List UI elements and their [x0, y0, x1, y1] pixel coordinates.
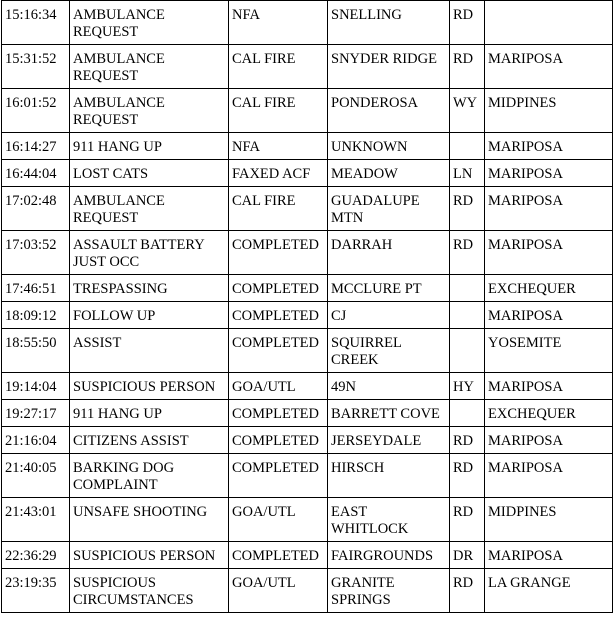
time-cell: 16:01:52	[2, 89, 70, 133]
city-cell: MARIPOSA	[485, 302, 613, 329]
disposition-cell: GOA/UTL	[229, 498, 328, 542]
street-suffix-cell: RD	[450, 187, 485, 231]
street-cell: GUADALUPE MTN	[328, 187, 450, 231]
time-cell: 19:14:04	[2, 373, 70, 400]
city-cell: MARIPOSA	[485, 542, 613, 569]
city-cell: MARIPOSA	[485, 427, 613, 454]
table-row	[2, 498, 613, 542]
time-cell: 16:14:27	[2, 133, 70, 160]
call-type-cell: 911 HANG UP	[70, 133, 229, 160]
city-cell: YOSEMITE	[485, 329, 613, 373]
street-cell: BARRETT COVE	[328, 400, 450, 427]
street-suffix-cell: RD	[450, 45, 485, 89]
table-row	[2, 187, 613, 231]
call-type-cell: CITIZENS ASSIST	[70, 427, 229, 454]
street-cell: UNKNOWN	[328, 133, 450, 160]
table-row	[2, 302, 613, 329]
table-row	[2, 569, 613, 613]
street-cell: 49N	[328, 373, 450, 400]
disposition-cell: COMPLETED	[229, 275, 328, 302]
city-cell: MARIPOSA	[485, 45, 613, 89]
street-suffix-cell: RD	[450, 454, 485, 498]
table-row	[2, 542, 613, 569]
table-row	[2, 427, 613, 454]
time-cell: 17:03:52	[2, 231, 70, 275]
city-cell	[485, 1, 613, 45]
time-cell: 17:46:51	[2, 275, 70, 302]
city-cell: MARIPOSA	[485, 231, 613, 275]
city-cell: MARIPOSA	[485, 160, 613, 187]
disposition-cell: COMPLETED	[229, 427, 328, 454]
call-log-table	[1, 0, 613, 613]
call-type-cell: BARKING DOG COMPLAINT	[70, 454, 229, 498]
call-type-cell: SUSPICIOUS PERSON	[70, 373, 229, 400]
time-cell: 17:02:48	[2, 187, 70, 231]
city-cell: MARIPOSA	[485, 187, 613, 231]
street-suffix-cell	[450, 302, 485, 329]
city-cell: MIDPINES	[485, 89, 613, 133]
disposition-cell: COMPLETED	[229, 400, 328, 427]
street-cell: FAIRGROUNDS	[328, 542, 450, 569]
disposition-cell: FAXED ACF	[229, 160, 328, 187]
disposition-cell: GOA/UTL	[229, 569, 328, 613]
time-cell: 15:31:52	[2, 45, 70, 89]
call-type-cell: AMBULANCE REQUEST	[70, 45, 229, 89]
street-cell: SQUIRREL CREEK	[328, 329, 450, 373]
street-suffix-cell: RD	[450, 231, 485, 275]
street-cell: GRANITE SPRINGS	[328, 569, 450, 613]
table-row	[2, 89, 613, 133]
call-type-cell: SUSPICIOUS PERSON	[70, 542, 229, 569]
street-cell: JERSEYDALE	[328, 427, 450, 454]
street-suffix-cell: LN	[450, 160, 485, 187]
call-type-cell: LOST CATS	[70, 160, 229, 187]
street-suffix-cell: HY	[450, 373, 485, 400]
street-suffix-cell	[450, 275, 485, 302]
call-type-cell: TRESPASSING	[70, 275, 229, 302]
disposition-cell: CAL FIRE	[229, 89, 328, 133]
disposition-cell: NFA	[229, 1, 328, 45]
street-cell: CJ	[328, 302, 450, 329]
street-cell: MCCLURE PT	[328, 275, 450, 302]
city-cell: EXCHEQUER	[485, 275, 613, 302]
disposition-cell: COMPLETED	[229, 302, 328, 329]
call-type-cell: FOLLOW UP	[70, 302, 229, 329]
street-cell: MEADOW	[328, 160, 450, 187]
disposition-cell: CAL FIRE	[229, 45, 328, 89]
city-cell: LA GRANGE	[485, 569, 613, 613]
time-cell: 22:36:29	[2, 542, 70, 569]
city-cell: EXCHEQUER	[485, 400, 613, 427]
time-cell: 19:27:17	[2, 400, 70, 427]
table-row	[2, 400, 613, 427]
call-type-cell: ASSIST	[70, 329, 229, 373]
call-type-cell: AMBULANCE REQUEST	[70, 1, 229, 45]
call-type-cell: UNSAFE SHOOTING	[70, 498, 229, 542]
street-suffix-cell: RD	[450, 498, 485, 542]
street-cell: PONDEROSA	[328, 89, 450, 133]
call-type-cell: AMBULANCE REQUEST	[70, 89, 229, 133]
time-cell: 16:44:04	[2, 160, 70, 187]
table-row	[2, 45, 613, 89]
disposition-cell: COMPLETED	[229, 454, 328, 498]
disposition-cell: CAL FIRE	[229, 187, 328, 231]
table-row	[2, 454, 613, 498]
street-cell: HIRSCH	[328, 454, 450, 498]
call-type-cell: SUSPICIOUS CIRCUMSTANCES	[70, 569, 229, 613]
time-cell: 21:16:04	[2, 427, 70, 454]
call-type-cell: ASSAULT BATTERY JUST OCC	[70, 231, 229, 275]
call-type-cell: 911 HANG UP	[70, 400, 229, 427]
street-suffix-cell: WY	[450, 89, 485, 133]
city-cell: MARIPOSA	[485, 133, 613, 160]
time-cell: 18:55:50	[2, 329, 70, 373]
disposition-cell: COMPLETED	[229, 329, 328, 373]
table-row	[2, 329, 613, 373]
street-suffix-cell: RD	[450, 1, 485, 45]
time-cell: 18:09:12	[2, 302, 70, 329]
table-row	[2, 1, 613, 45]
street-suffix-cell: RD	[450, 427, 485, 454]
time-cell: 23:19:35	[2, 569, 70, 613]
street-suffix-cell	[450, 400, 485, 427]
time-cell: 21:40:05	[2, 454, 70, 498]
call-type-cell: AMBULANCE REQUEST	[70, 187, 229, 231]
street-cell: DARRAH	[328, 231, 450, 275]
street-cell: EAST WHITLOCK	[328, 498, 450, 542]
street-suffix-cell	[450, 329, 485, 373]
disposition-cell: GOA/UTL	[229, 373, 328, 400]
time-cell: 15:16:34	[2, 1, 70, 45]
time-cell: 21:43:01	[2, 498, 70, 542]
table-row	[2, 160, 613, 187]
table-row	[2, 373, 613, 400]
street-suffix-cell	[450, 133, 485, 160]
city-cell: MARIPOSA	[485, 373, 613, 400]
street-suffix-cell: DR	[450, 542, 485, 569]
city-cell: MIDPINES	[485, 498, 613, 542]
street-cell: SNYDER RIDGE	[328, 45, 450, 89]
street-cell: SNELLING	[328, 1, 450, 45]
table-row	[2, 231, 613, 275]
disposition-cell: COMPLETED	[229, 231, 328, 275]
table-row	[2, 275, 613, 302]
street-suffix-cell: RD	[450, 569, 485, 613]
disposition-cell: NFA	[229, 133, 328, 160]
disposition-cell: COMPLETED	[229, 542, 328, 569]
city-cell: MARIPOSA	[485, 454, 613, 498]
table-row	[2, 133, 613, 160]
call-log-body	[2, 1, 613, 613]
